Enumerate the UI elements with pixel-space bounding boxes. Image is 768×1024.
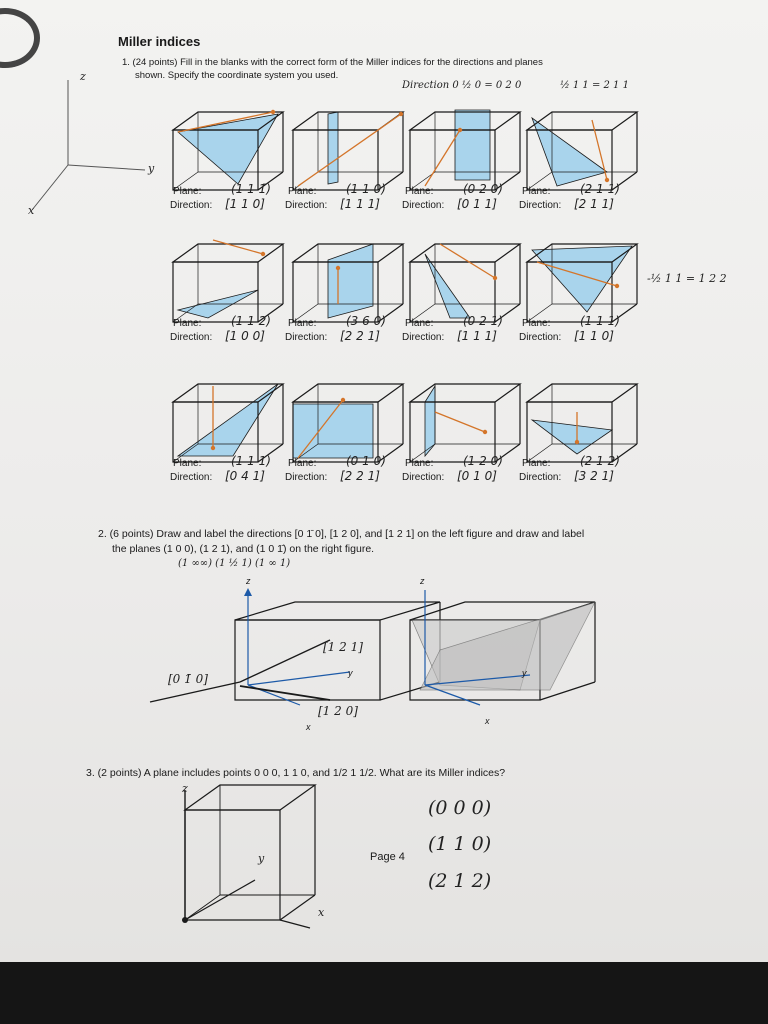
- cube-figure-r1-c3: [400, 100, 525, 192]
- direction-answer-r3-c2: [2 2 1]: [340, 469, 380, 483]
- margin-axis-z: z: [80, 70, 86, 83]
- direction-arrowhead: [483, 430, 487, 434]
- direction-answer-r3-c4: [3 2 1]: [574, 469, 614, 483]
- direction-label: Direction:: [285, 200, 328, 211]
- cube-figure-r1-c1: [163, 100, 288, 192]
- direction-answer-r2-c3: [1 1 1]: [457, 329, 497, 343]
- plane-shape: [532, 420, 612, 454]
- plane-label: Plane:: [522, 318, 551, 329]
- question-1-text-2: shown. Specify the coordinate system you used.: [135, 70, 339, 81]
- question-1-text: 1. (24 points) Fill in the blanks with the correct form of the Miller indices for the directions and planes: [122, 57, 543, 68]
- question-2-text: 2. (6 points) Draw and label the directions [0 1̄ 0], [1 2 0], and [1 2 1] on the left figure and draw and label: [98, 528, 585, 540]
- direction-arrowhead: [336, 266, 340, 270]
- plane-label: Plane:: [173, 458, 202, 469]
- desk-background: [0, 962, 768, 1024]
- plane-label: Plane:: [288, 318, 317, 329]
- question-3-text: 3. (2 points) A plane includes points 0 0 0, 1 1 0, and 1/2 1 1/2. What are its Miller indices?: [86, 767, 506, 779]
- plane-label: Plane:: [288, 186, 317, 197]
- plane-answer-r3-c2: (0 1 0): [346, 454, 386, 468]
- plane-answer-r1-c3: (0 2 0): [463, 182, 503, 196]
- direction-label: Direction:: [402, 332, 445, 343]
- q3-axis-z: z: [182, 782, 188, 795]
- direction-arrowhead: [211, 446, 215, 450]
- direction-arrowhead: [341, 398, 345, 402]
- question-2-text-2: the planes (1 0 0), (1 2 1), and (1 0 1̄) on the right figure.: [112, 543, 375, 555]
- plane-label: Plane:: [173, 186, 202, 197]
- page-title: Miller indices: [118, 34, 201, 49]
- q2-left-cube: [150, 590, 400, 730]
- direction-arrowhead: [615, 284, 619, 288]
- direction-label: Direction:: [170, 200, 213, 211]
- plane-answer-r2-c1: (1 1 2): [231, 314, 271, 328]
- direction-arrow: [440, 244, 495, 278]
- direction-label: Direction:: [402, 472, 445, 483]
- q2-left-axis-z: z: [246, 576, 251, 586]
- direction-label: Direction:: [170, 332, 213, 343]
- cube-figure-r2-c1: [163, 232, 288, 324]
- margin-axis-x: x: [28, 204, 35, 217]
- direction-answer-r1-c2: [1 1 1]: [340, 197, 380, 211]
- direction-answer-r1-c4: [2 1 1]: [574, 197, 614, 211]
- direction-answer-r3-c1: [0 4 1]: [225, 469, 265, 483]
- direction-label: Direction:: [519, 200, 562, 211]
- question-2-note: (1 ∞∞) (1 ½ 1) (1 ∞ 1): [178, 558, 291, 569]
- plane-answer-r1-c1: (1 1 1̄): [231, 182, 271, 196]
- handdrawn-axes: [20, 70, 160, 220]
- plane-shape: [532, 118, 607, 186]
- label-121: [1 2 1]: [323, 640, 363, 654]
- plane-label: Plane:: [173, 318, 202, 329]
- plane-label: Plane:: [288, 458, 317, 469]
- direction-arrowhead: [493, 276, 497, 280]
- direction-arrowhead: [261, 252, 265, 256]
- q2-right-cube: [400, 590, 600, 730]
- direction-label: Direction:: [170, 472, 213, 483]
- direction-arrowhead: [271, 110, 275, 114]
- plane-shape: [532, 246, 632, 312]
- plane-shape: [178, 384, 278, 456]
- plane-shape: [328, 244, 373, 318]
- plane-label: Plane:: [405, 318, 434, 329]
- q3-answer-3: (2 1 2): [428, 870, 492, 892]
- plane-answer-r1-c4: (2 1 1): [580, 182, 620, 196]
- direction-answer-r2-c1: [1 0 0]: [225, 329, 265, 343]
- q3-answer-2: (1 1 0): [428, 833, 492, 855]
- cube-figure-r1-c2: [283, 100, 408, 192]
- cube-figure-r1-c4: [517, 100, 642, 192]
- direction-arrow: [298, 114, 401, 186]
- cube-figure-r3-c1: [163, 372, 288, 464]
- plane-answer-r1-c2: (1 1 0): [346, 182, 386, 196]
- cube-figure-r2-c2: [283, 232, 408, 324]
- plane-label: Plane:: [405, 186, 434, 197]
- q2-left-axis-y: y: [348, 668, 353, 678]
- plane-answer-r3-c3: (1 2 0): [463, 454, 503, 468]
- cube-figure-r3-c2: [283, 372, 408, 464]
- direction-label: Direction:: [285, 472, 328, 483]
- label-120: [1 2 0]: [318, 704, 358, 718]
- q3-answer-1: (0 0 0): [428, 797, 492, 819]
- direction-answer-r3-c3: [0 1 0]: [457, 469, 497, 483]
- q3-axis-x: x: [318, 906, 325, 919]
- margin-axis-y: y: [148, 162, 155, 175]
- direction-arrow: [435, 412, 485, 432]
- direction-arrow: [213, 240, 263, 254]
- cube-figure-r2-c3: [400, 232, 525, 324]
- direction-label: Direction:: [285, 332, 328, 343]
- margin-note-right: -½ 1 1 = 1 2 2: [647, 272, 727, 285]
- direction-answer-r1-c3: [0 1 1]: [457, 197, 497, 211]
- direction-arrowhead: [575, 440, 579, 444]
- cube-figure-r2-c4: [517, 232, 642, 324]
- direction-answer-r2-c4: [1 1 0]: [574, 329, 614, 343]
- q2-right-axis-x: x: [485, 716, 490, 726]
- plane-label: Plane:: [522, 186, 551, 197]
- q2-right-axis-z: z: [420, 576, 425, 586]
- margin-note-direction: Direction 0 ½ 0 = 0 2 0: [402, 80, 522, 91]
- margin-note-top-right: ½ 1 1 = 2 1 1: [560, 80, 629, 91]
- plane-shape: [455, 110, 490, 180]
- q2-right-axis-y: y: [522, 668, 527, 678]
- plane-answer-r3-c4: (2 1 2): [580, 454, 620, 468]
- plane-label: Plane:: [405, 458, 434, 469]
- label-0-10: [0 1̄ 0]: [168, 672, 208, 686]
- plane-label: Plane:: [522, 458, 551, 469]
- direction-label: Direction:: [402, 200, 445, 211]
- direction-arrowhead: [458, 128, 462, 132]
- q3-axis-y: y: [258, 852, 265, 865]
- direction-label: Direction:: [519, 332, 562, 343]
- q2-left-axis-x: x: [306, 722, 311, 732]
- direction-label: Direction:: [519, 472, 562, 483]
- cube-figure-r3-c4: [517, 372, 642, 464]
- plane-shape: [178, 114, 278, 184]
- binder-clip: [0, 8, 40, 68]
- plane-answer-r2-c2: (3 6 0): [346, 314, 386, 328]
- page-number: Page 4: [370, 851, 405, 863]
- plane-shape: [425, 254, 470, 318]
- direction-answer-r1-c1: [1 1 0]: [225, 197, 265, 211]
- plane-answer-r2-c3: (0 2 1): [463, 314, 503, 328]
- plane-answer-r2-c4: (1 1 1): [580, 314, 620, 328]
- direction-answer-r2-c2: [2 2 1]: [340, 329, 380, 343]
- q3-cube: [175, 780, 325, 930]
- cube-figure-r3-c3: [400, 372, 525, 464]
- plane-answer-r3-c1: (1 1 1): [231, 454, 271, 468]
- plane-shape: [328, 112, 338, 184]
